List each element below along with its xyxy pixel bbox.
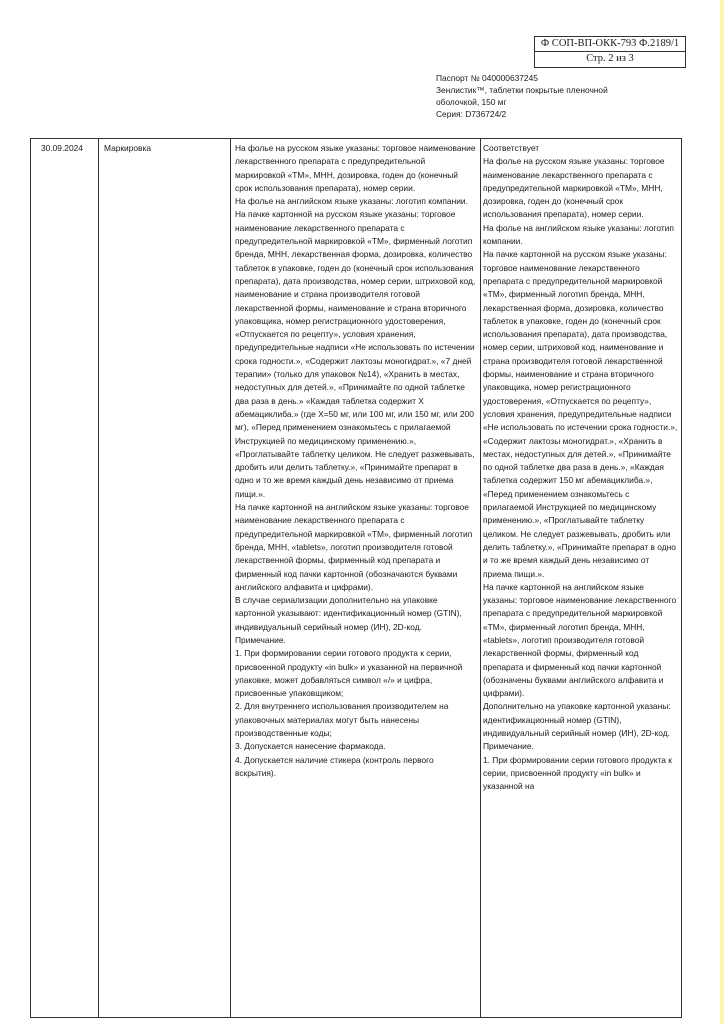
row-result: Соответствует На фолье на русском языке указаны: торговое наименование лекарственного препарата с предупредительной маркировкой «ТМ», МНН, дозировка, годен до (конечный срок использования препарата), номер серии. На фолье на английском языке указаны: логотип компании. На пачке картонной на русском языке указаны: торговое наименование лекарственного препарата с предупредительной маркировкой «ТМ», фирменный логотип бренда, МНН, лекарственная форма, дозировка, количество таблеток в упаковке, годен до (конечный срок использования препарата), дата производства, номер серии, штриховой код, наименование и страна производителя готовой лекарственной формы, наименование и страна вторичного упаковщика, номер регистрационного удостоверения, «Отпускается по рецепту», условия хранения, предупредительные надписи «Не использовать по истечении срока годности.», «Содержит лактозы моногидрат.», «Хранить в местах, недоступных для детей.», «Принимайте по одной таблетке два раза в день.», «Каждая таблетка содержит 150 мг абемациклиба.», «Перед применением ознакомьтесь с прилагаемой Инструкцией по медицинскому применению.», «Проглатывайте таблетку целиком. Не следует разжевывать, дробить или делить таблетку.», «Принимайте препарат в одно и то же время каждый день независимо от приема пищи.». На пачке картонной на английском языке указаны: торговое наименование лекарственного препарата с предупредительной маркировкой «ТМ», фирменный логотип бренда, МНН, «tablets», логотип производителя готовой лекарственной формы, фирменный код препарата и фирменный код пачки картонной (обозначены буквами английского алфавита и цифрами). Дополнительно на упаковке картонной указаны: идентификационный номер (GTIN), индивидуальный серийный номер (ИН), 2D-код. Примечание. 1. При формировании серии готового продукта к серии, присвоенной продукту «in bulk» и указанной на	[483, 143, 678, 792]
form-code-box	[534, 36, 686, 68]
date-cell	[31, 139, 99, 1017]
page-number: Стр. 2 из 3	[586, 53, 634, 64]
product-name: Зенлистик™, таблетки покрытые пленочной оболочкой, 150 мг	[436, 85, 608, 107]
parameter-cell	[99, 139, 231, 1017]
requirement-cell	[231, 139, 481, 1017]
form-code: Ф СОП-ВП-ОКК-793 Ф.2189/1	[535, 37, 685, 52]
result-cell	[481, 139, 683, 1017]
passport-number: Паспорт № 040000637245	[436, 73, 538, 83]
row-date: 30.09.2024	[41, 143, 83, 153]
inspection-table	[30, 138, 682, 1018]
page-edge-strip	[720, 0, 724, 1024]
series-number: Серия: D736724/2	[436, 109, 507, 119]
passport-header	[436, 72, 636, 120]
row-requirement: На фолье на русском языке указаны: торговое наименование лекарственного препарата с предупредительной маркировкой «ТМ», МНН, дозировка, годен до (конечный срок использования препарата), номер серии. На фолье на английском языке указаны: логотип компании. На пачке картонной на русском языке указаны: торговое наименование лекарственного препарата с предупредительной маркировкой «ТМ», фирменный логотип бренда, МНН, лекарственная форма, дозировка, количество таблеток в упаковке, годен до (конечный срок использования препарата), дата производства, номер серии, штриховой код, наименование и страна производителя готовой лекарственной формы, наименование и страна вторичного упаковщика, номер регистрационного удостоверения, «Отпускается по рецепту», условия хранения, предупредительные надписи «Не использовать по истечении срока годности.», «Содержит лактозы моногидрат.», «7 дней терапии» (только для упаковок №14), «Хранить в местах, недоступных для детей.», «Принимайте по одной таблетке два раза в день.» «Каждая таблетка содержит X абемациклиба.» (где X=50 мг, или 100 мг, или 150 мг, или 200 мг), «Перед применением ознакомьтесь с прилагаемой Инструкцией по медицинскому применению.», «Проглатывайте таблетку целиком. Не следует разжевывать, дробить или делить таблетку.», «Принимайте препарат в одно и то же время каждый день независимо от приема пищи.». На пачке картонной на английском языке указаны: торговое наименование лекарственного препарата с предупредительной маркировкой «ТМ», фирменный логотип бренда, МНН, «tablets», логотип производителя готовой лекарственной формы, фирменный код препарата и фирменный код пачки картонной (обозначаются буквами английского алфавита и цифрами). В случае сериализации дополнительно на упаковке картонной указывают: идентификационный номер (GTIN), индивидуальный серийный номер (ИН), 2D-код. Примечание. 1. При формировании серии готового продукта к серии, присвоенной продукту «in bulk» и указанной на первичной упаковке, может добавляться символ «/» и цифра, присвоенные упаковщиком; 2. Для внутреннего использования производителем на упаковочных материалах могут быть нанесены производственные коды; 3. Допускается нанесение фармакода. 4. Допускается наличие стикера (контроль первого вскрытия).	[235, 143, 476, 778]
row-parameter: Маркировка	[104, 143, 151, 153]
